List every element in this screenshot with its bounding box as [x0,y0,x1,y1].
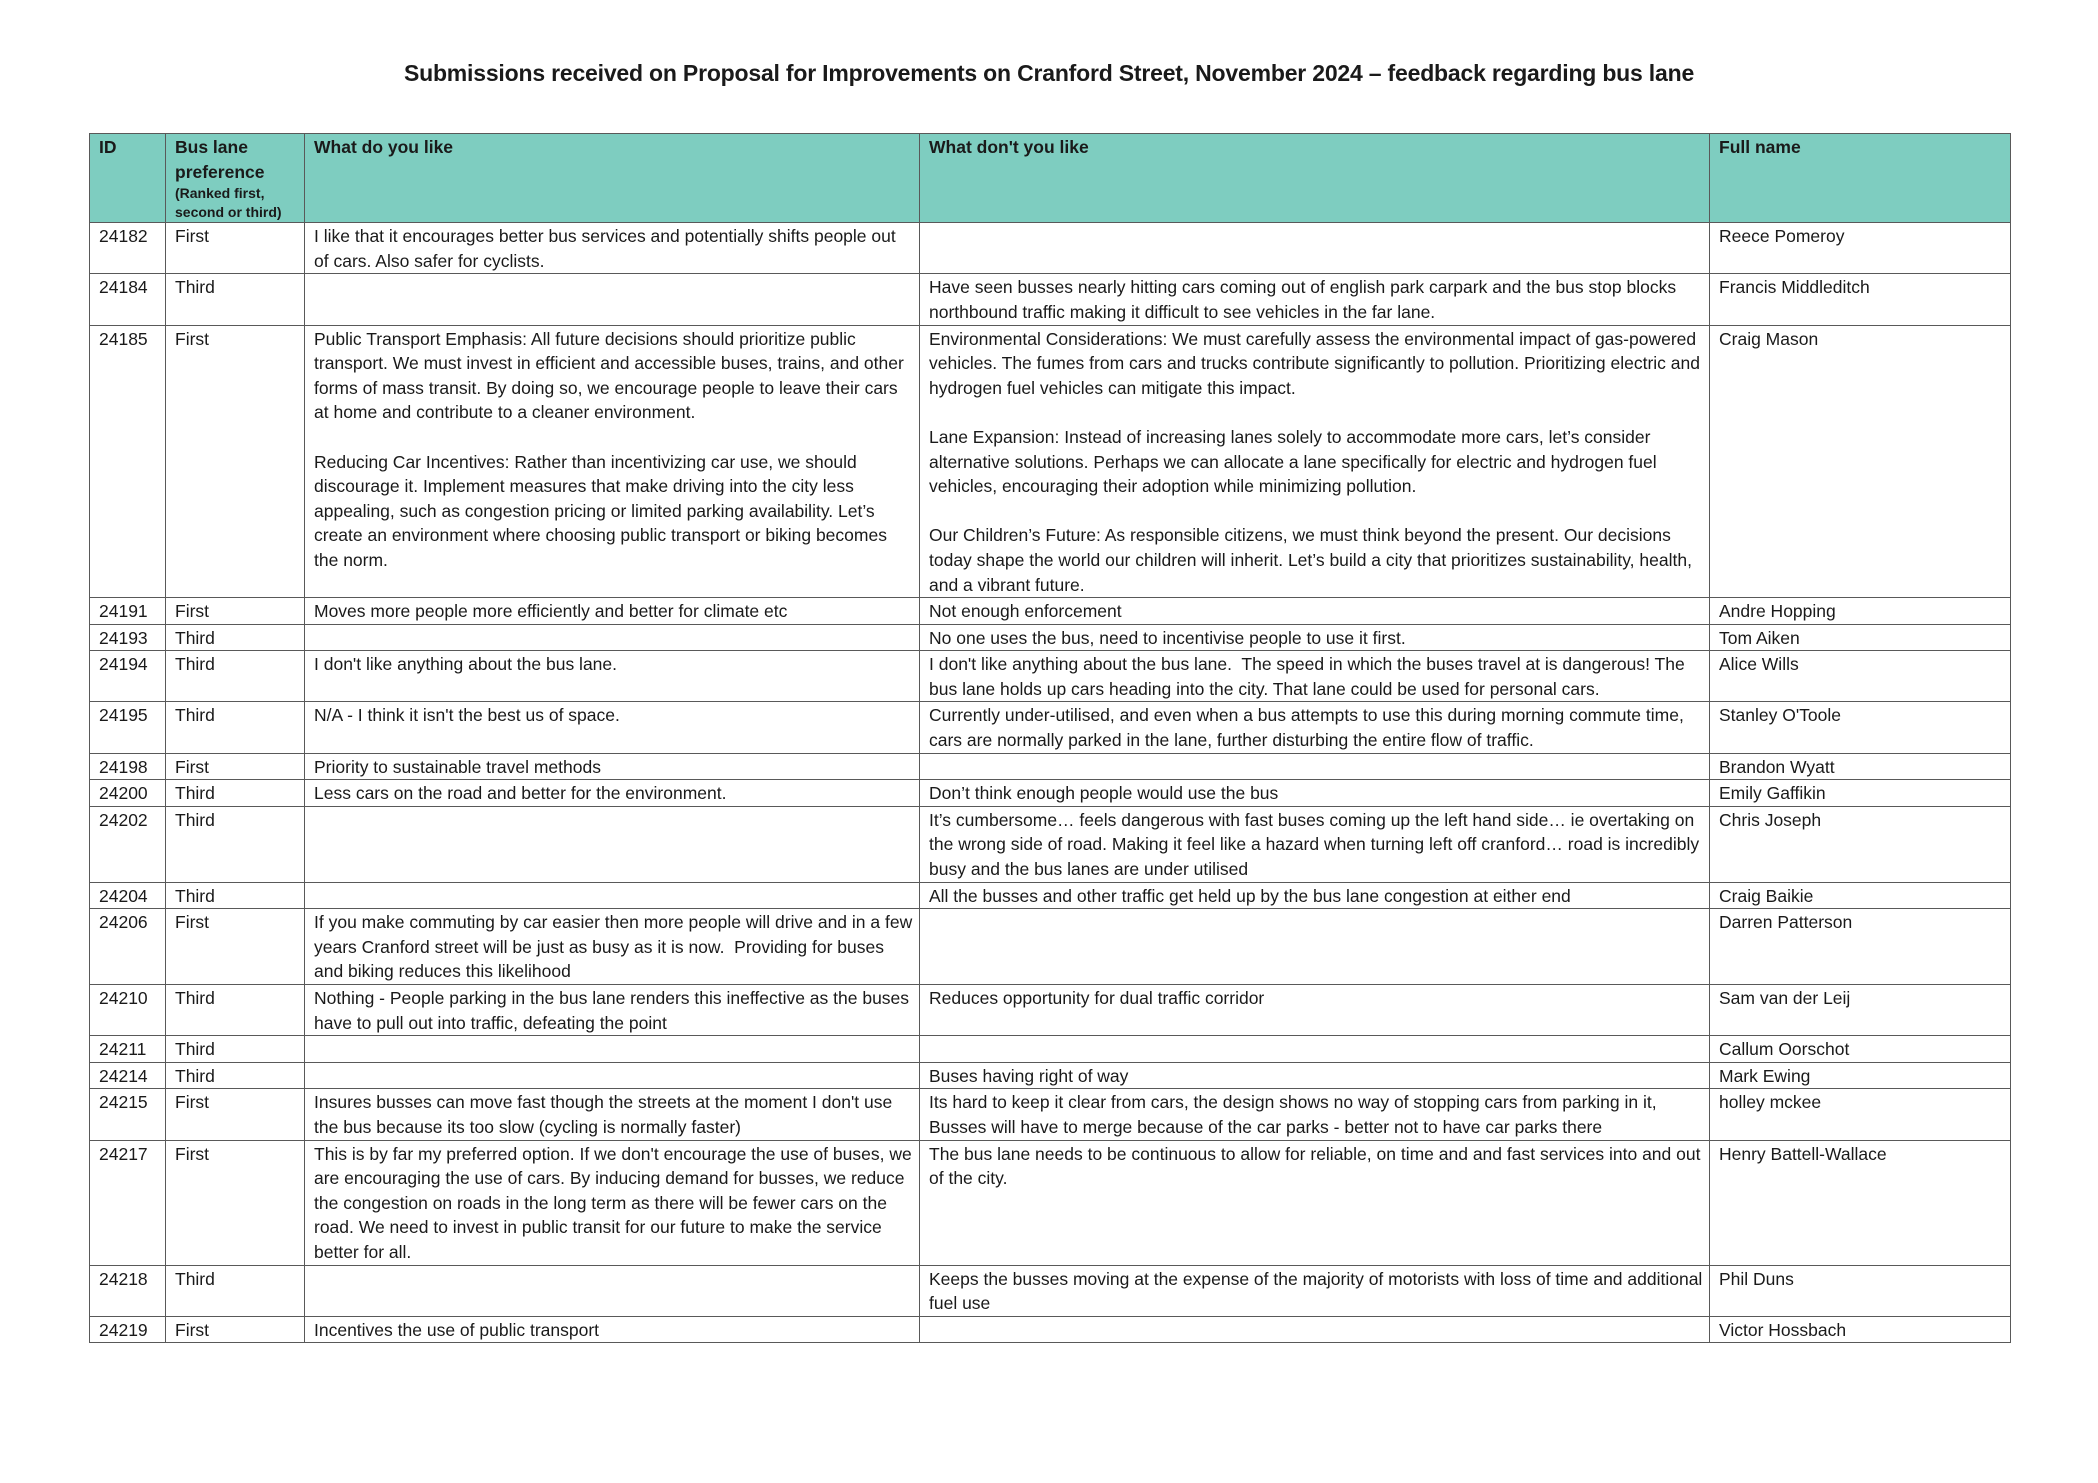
cell-preference: First [166,223,305,274]
cell-preference: Third [166,624,305,651]
cell-like: Priority to sustainable travel methods [305,753,920,780]
cell-name: Chris Joseph [1710,806,2011,882]
cell-name: Tom Aiken [1710,624,2011,651]
cell-like [305,274,920,325]
cell-id: 24182 [90,223,166,274]
cell-id: 24210 [90,985,166,1036]
submissions-table [89,133,2011,1343]
cell-name: Stanley O'Toole [1710,702,2011,753]
cell-like: I don't like anything about the bus lane. [305,651,920,702]
cell-name: Reece Pomeroy [1710,223,2011,274]
cell-dislike [920,753,1710,780]
cell-preference: Third [166,1062,305,1089]
cell-id: 24211 [90,1036,166,1063]
table-row [90,223,2011,274]
table-row [90,624,2011,651]
cell-id: 24219 [90,1316,166,1343]
header-preference-note: (Ranked first, second or third) [175,185,282,221]
cell-id: 24200 [90,780,166,807]
cell-dislike: Reduces opportunity for dual traffic corridor [920,985,1710,1036]
cell-name: Francis Middleditch [1710,274,2011,325]
table-row [90,651,2011,702]
cell-name: Emily Gaffikin [1710,780,2011,807]
table-row [90,909,2011,985]
cell-dislike: No one uses the bus, need to incentivise people to use it first. [920,624,1710,651]
cell-dislike: Not enough enforcement [920,598,1710,625]
cell-like: N/A - I think it isn't the best us of space. [305,702,920,753]
cell-id: 24214 [90,1062,166,1089]
cell-id: 24198 [90,753,166,780]
cell-like [305,1062,920,1089]
cell-name: holley mckee [1710,1089,2011,1140]
cell-preference: Third [166,702,305,753]
table-row [90,702,2011,753]
table-row [90,274,2011,325]
header-dislike: What don't you like [920,134,1710,223]
cell-dislike: Its hard to keep it clear from cars, the design shows no way of stopping cars from parking in it, Busses will have to merge because of the car parks - better not to have car parks there [920,1089,1710,1140]
cell-name: Craig Baikie [1710,882,2011,909]
cell-like [305,1265,920,1316]
cell-like [305,882,920,909]
cell-id: 24206 [90,909,166,985]
cell-like: I like that it encourages better bus services and potentially shifts people out of cars. Also safer for cyclists. [305,223,920,274]
cell-preference: Third [166,806,305,882]
cell-dislike [920,1036,1710,1063]
cell-name: Craig Mason [1710,325,2011,598]
cell-dislike: Don’t think enough people would use the bus [920,780,1710,807]
cell-like: This is by far my preferred option. If we don't encourage the use of buses, we are encouraging the use of cars. By inducing demand for busses, we reduce the congestion on roads in the long term as there will be fewer cars on the road. We need to invest in public transit for our future to make the service better for all. [305,1140,920,1265]
table-row [90,753,2011,780]
cell-name: Phil Duns [1710,1265,2011,1316]
cell-name: Darren Patterson [1710,909,2011,985]
cell-like: Incentives the use of public transport [305,1316,920,1343]
cell-preference: First [166,598,305,625]
cell-name: Henry Battell-Wallace [1710,1140,2011,1265]
table-row [90,985,2011,1036]
table-row [90,1265,2011,1316]
table-row [90,1089,2011,1140]
cell-dislike: I don't like anything about the bus lane. The speed in which the buses travel at is dangerous! The bus lane holds up cars heading into the city. That lane could be used for personal cars. [920,651,1710,702]
table-row [90,882,2011,909]
cell-preference: Third [166,1036,305,1063]
table-row [90,806,2011,882]
cell-id: 24193 [90,624,166,651]
table-header [90,134,2011,223]
header-name: Full name [1710,134,2011,223]
table-row [90,1062,2011,1089]
cell-dislike [920,909,1710,985]
cell-dislike: Environmental Considerations: We must carefully assess the environmental impact of gas-powered vehicles. The fumes from cars and trucks contribute significantly to pollution. Prioritizing electric and hydrogen fuel vehicles can mitigate this impact. Lane Expansion: Instead of increasing lanes solely to accommodate more cars, let’s consider alternative solutions. Perhaps we can allocate a lane specifically for electric and hydrogen fuel vehicles, encouraging their adoption while minimizing pollution. Our Children’s Future: As responsible citizens, we must think beyond the present. Our decisions today shape the world our children will inherit. Let’s build a city that prioritizes sustainability, health, and a vibrant future. [920,325,1710,598]
cell-id: 24185 [90,325,166,598]
page-title: Submissions received on Proposal for Improvements on Cranford Street, November 2024 – feedback regarding bus lane [403,60,1695,86]
cell-like: Nothing - People parking in the bus lane renders this ineffective as the buses have to pull out into traffic, defeating the point [305,985,920,1036]
cell-id: 24215 [90,1089,166,1140]
table-row [90,780,2011,807]
cell-like [305,806,920,882]
cell-dislike: Have seen busses nearly hitting cars coming out of english park carpark and the bus stop blocks northbound traffic making it difficult to see vehicles in the far lane. [920,274,1710,325]
cell-like: Public Transport Emphasis: All future decisions should prioritize public transport. We must invest in efficient and accessible buses, trains, and other forms of mass transit. By doing so, we encourage people to leave their cars at home and contribute to a cleaner environment. Reducing Car Incentives: Rather than incentivizing car use, we should discourage it. Implement measures that make driving into the city less appealing, such as congestion pricing or limited parking availability. Let’s create an environment where choosing public transport or biking becomes the norm. [305,325,920,598]
cell-dislike: The bus lane needs to be continuous to allow for reliable, on time and and fast services into and out of the city. [920,1140,1710,1265]
table-row [90,598,2011,625]
cell-dislike: All the busses and other traffic get held up by the bus lane congestion at either end [920,882,1710,909]
cell-preference: Third [166,651,305,702]
cell-preference: Third [166,780,305,807]
cell-like [305,624,920,651]
cell-preference: Third [166,1265,305,1316]
cell-preference: Third [166,985,305,1036]
cell-dislike: It’s cumbersome… feels dangerous with fast buses coming up the left hand side… ie overtaking on the wrong side of road. Making it feel like a hazard when turning left off cranford… road is incredibly busy and the bus lanes are under utilised [920,806,1710,882]
table-row [90,1140,2011,1265]
table-row [90,1316,2011,1343]
cell-preference: First [166,325,305,598]
cell-name: Victor Hossbach [1710,1316,2011,1343]
cell-id: 24195 [90,702,166,753]
cell-preference: Third [166,882,305,909]
cell-dislike: Keeps the busses moving at the expense of the majority of motorists with loss of time and additional fuel use [920,1265,1710,1316]
cell-preference: First [166,909,305,985]
table-row [90,1036,2011,1063]
table-row [90,325,2011,598]
cell-name: Brandon Wyatt [1710,753,2011,780]
cell-like: Moves more people more efficiently and better for climate etc [305,598,920,625]
cell-id: 24204 [90,882,166,909]
cell-preference: First [166,1316,305,1343]
cell-like [305,1036,920,1063]
cell-id: 24217 [90,1140,166,1265]
cell-like: If you make commuting by car easier then more people will drive and in a few years Cranford street will be just as busy as it is now. Providing for buses and biking reduces this likelihood [305,909,920,985]
cell-preference: First [166,1089,305,1140]
cell-name: Alice Wills [1710,651,2011,702]
header-id: ID [90,134,166,223]
cell-like: Less cars on the road and better for the environment. [305,780,920,807]
cell-name: Mark Ewing [1710,1062,2011,1089]
cell-name: Andre Hopping [1710,598,2011,625]
header-preference-label: Bus lane preference [175,137,265,182]
cell-dislike: Buses having right of way [920,1062,1710,1089]
cell-id: 24218 [90,1265,166,1316]
cell-name: Callum Oorschot [1710,1036,2011,1063]
cell-like: Insures busses can move fast though the streets at the moment I don't use the bus because its too slow (cycling is normally faster) [305,1089,920,1140]
cell-preference: First [166,1140,305,1265]
header-preference [166,134,305,223]
cell-name: Sam van der Leij [1710,985,2011,1036]
table-body [90,223,2011,1343]
cell-preference: Third [166,274,305,325]
cell-dislike [920,223,1710,274]
cell-preference: First [166,753,305,780]
cell-id: 24194 [90,651,166,702]
cell-id: 24191 [90,598,166,625]
cell-dislike: Currently under-utilised, and even when a bus attempts to use this during morning commute time, cars are normally parked in the lane, further disturbing the entire flow of traffic. [920,702,1710,753]
cell-id: 24202 [90,806,166,882]
cell-id: 24184 [90,274,166,325]
cell-dislike [920,1316,1710,1343]
header-row [90,134,2011,223]
header-like: What do you like [305,134,920,223]
